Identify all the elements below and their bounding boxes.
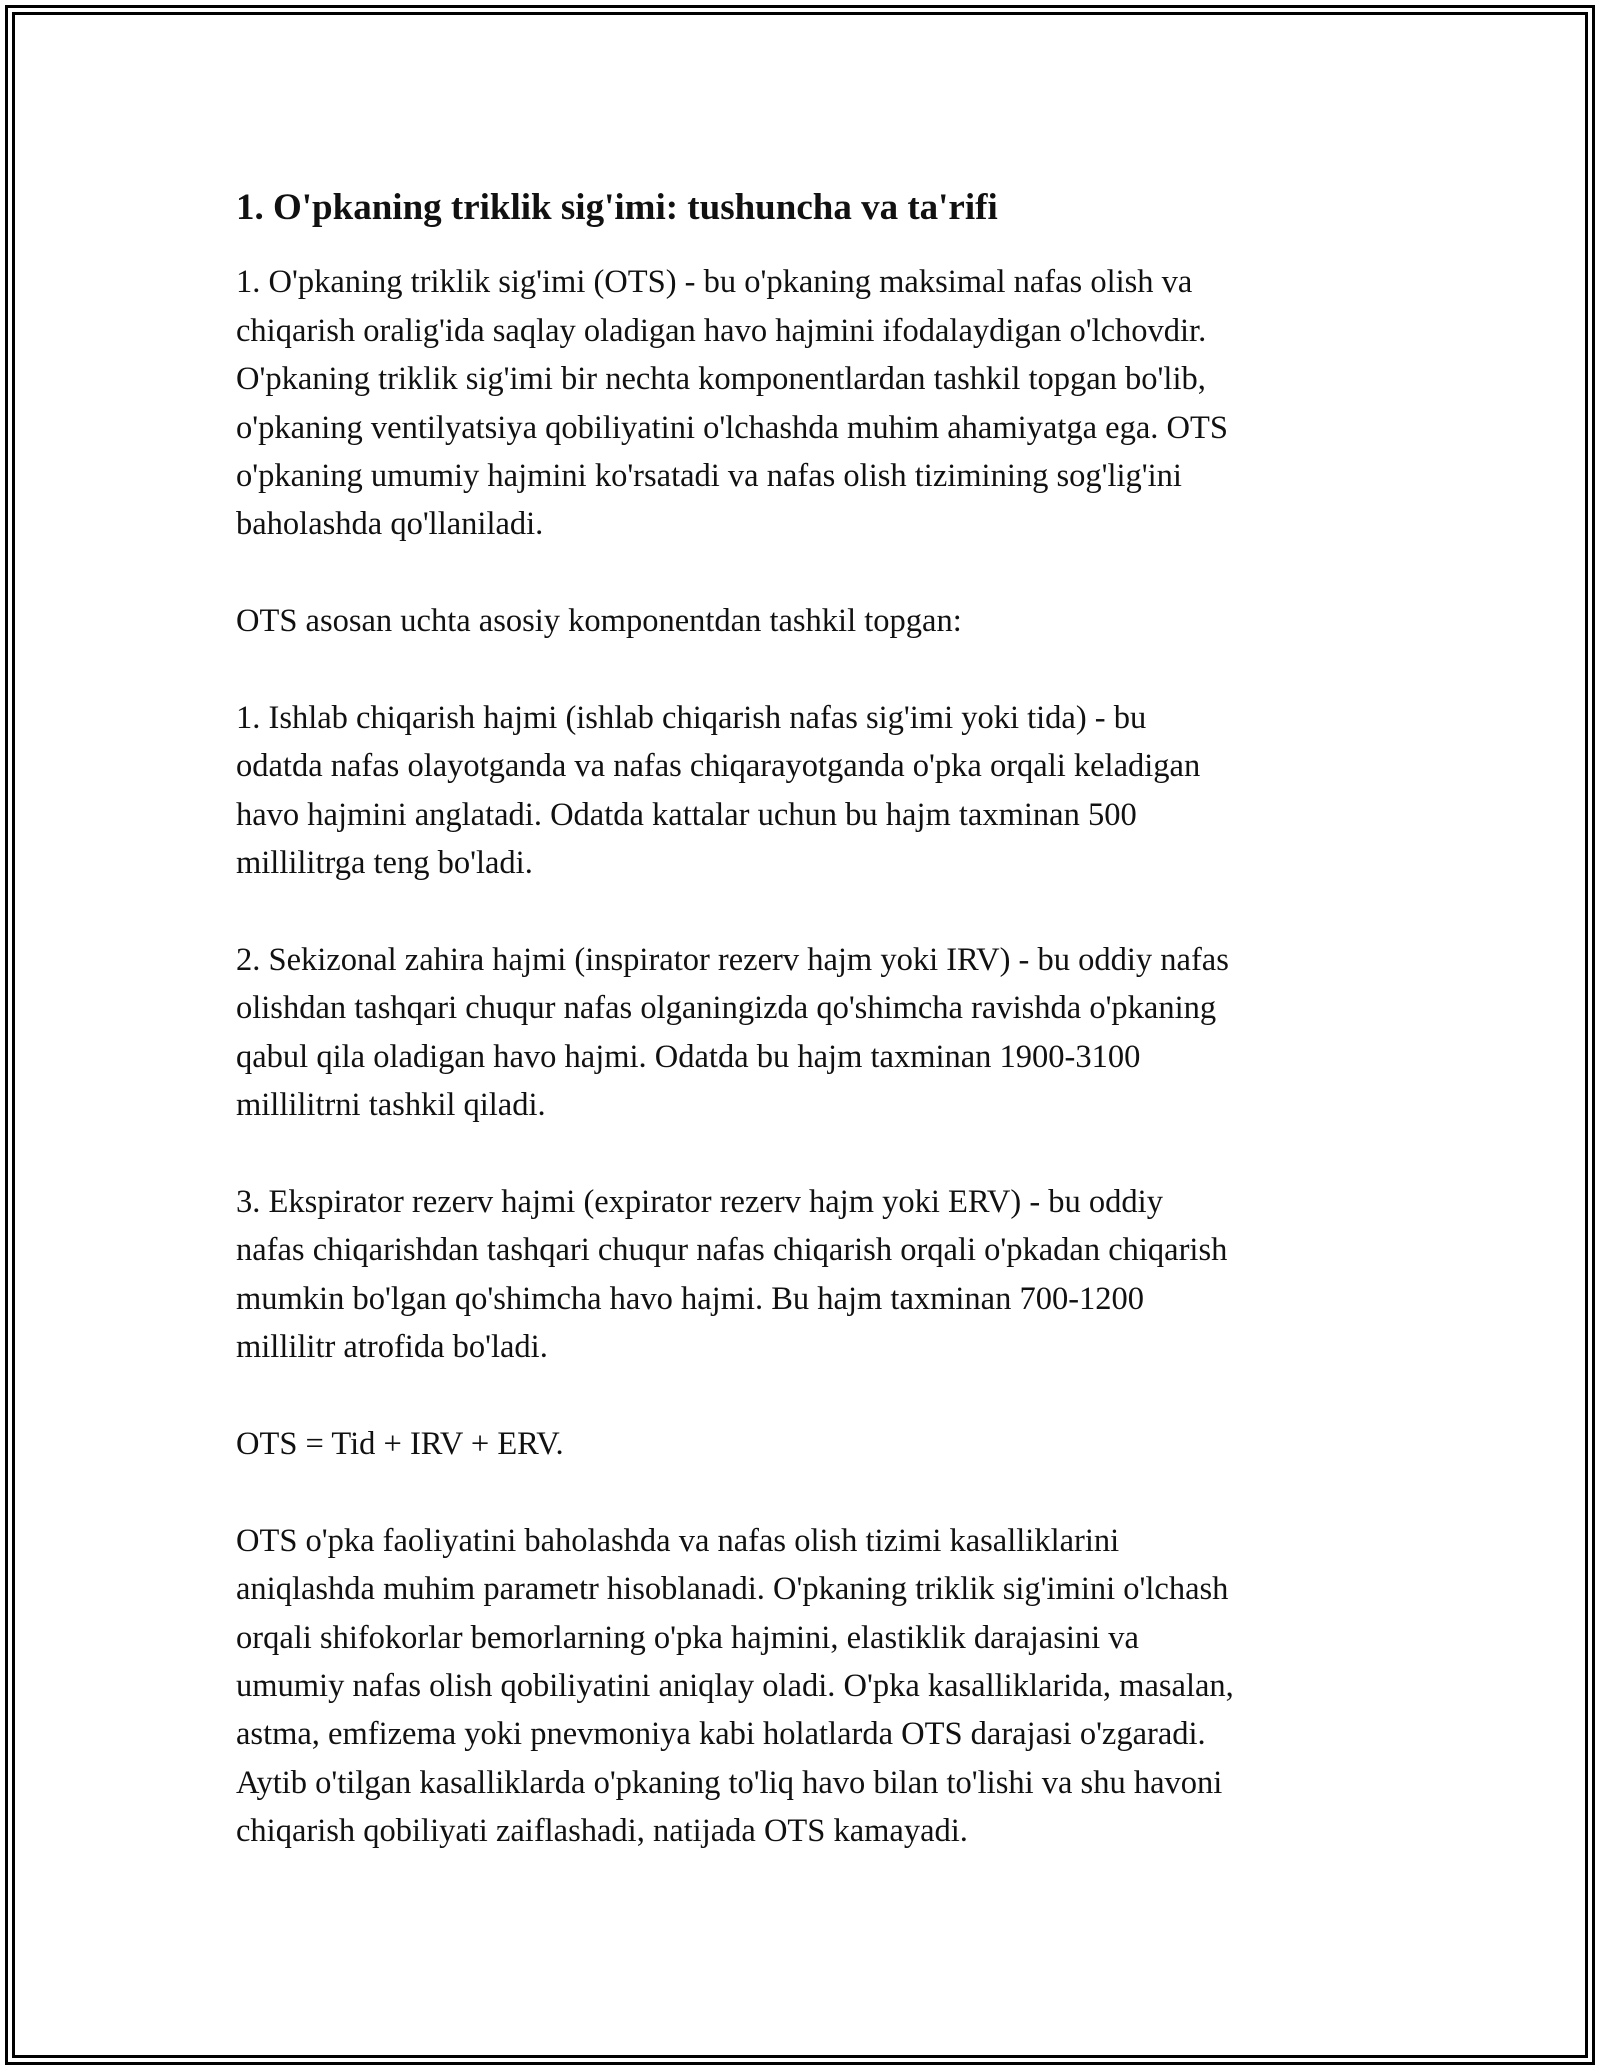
paragraph-spacer bbox=[236, 888, 1366, 936]
document-body bbox=[236, 186, 1366, 1856]
list-item-erv: 3. Ekspirator rezerv hajmi (expirator rezerv hajm yoki ERV) - bu oddiy nafas chiqarishdan tashqari chuqur nafas chiqarish orqali o'pkadan chiqarish mumkin bo'lgan qo'shimcha havo hajmi. Bu hajm taxminan 700-1200 millilitr atrofida bo'ladi. bbox=[236, 1184, 1228, 1366]
paragraph-spacer bbox=[236, 1130, 1366, 1178]
paragraph-spacer bbox=[236, 549, 1366, 597]
list-item-tidal-volume: 1. Ishlab chiqarish hajmi (ishlab chiqarish nafas sig'imi yoki tida) - bu odatda nafas olayotganda va nafas chiqarayotganda o'pka orqali keladigan havo hajmini anglatadi. Odatda kattalar uchun bu hajm taxminan 500 millilitrga teng bo'ladi. bbox=[236, 700, 1201, 882]
formula-line: OTS = Tid + IRV + ERV. bbox=[236, 1426, 564, 1463]
section-heading: 1. O'pkaning triklik sig'imi: tushuncha va ta'rifi bbox=[236, 187, 998, 228]
paragraph-spacer bbox=[236, 1468, 1366, 1516]
paragraph-spacer bbox=[236, 646, 1366, 694]
paragraph-spacer bbox=[236, 1372, 1366, 1420]
paragraph-clinical-significance: OTS o'pka faoliyatini baholashda va nafas olish tizimi kasalliklarini aniqlashda muhim parametr hisoblanadi. O'pkaning triklik sig'imini o'lchash orqali shifokorlar bemorlarning o'pka hajmini, elastiklik darajasini va umumiy nafas olish qobiliyatini aniqlay oladi. O'pka kasalliklarida, masalan, astma, emfizema yoki pnevmoniya kabi holatlarda OTS darajasi o'zgaradi. Aytib o'tilgan kasalliklarda o'pkaning to'liq havo bilan to'lishi va shu havoni chiqarish qobiliyati zaiflashadi, natijada OTS kamayadi. bbox=[236, 1522, 1234, 1850]
paragraph-definition: 1. O'pkaning triklik sig'imi (OTS) - bu o'pkaning maksimal nafas olish va chiqarish oralig'ida saqlay oladigan havo hajmini ifodalaydigan o'lchovdir. O'pkaning triklik sig'imi bir nechta komponentlardan tashkil topgan bo'lib, o'pkaning ventilyatsiya qobiliyatini o'lchashda muhim ahamiyatga ega. OTS o'pkaning umumiy hajmini ko'rsatadi va nafas olish tizimining sog'lig'ini baholashda qo'llaniladi. bbox=[236, 264, 1228, 543]
list-item-irv: 2. Sekizonal zahira hajmi (inspirator rezerv hajm yoki IRV) - bu oddiy nafas olishdan tashqari chuqur nafas olganingizda qo'shimcha ravishda o'pkaning qabul qila oladigan havo hajmi. Odatda bu hajm taxminan 1900-3100 millilitrni tashkil qiladi. bbox=[236, 942, 1229, 1124]
paragraph-components-intro: OTS asosan uchta asosiy komponentdan tashkil topgan: bbox=[236, 603, 962, 640]
